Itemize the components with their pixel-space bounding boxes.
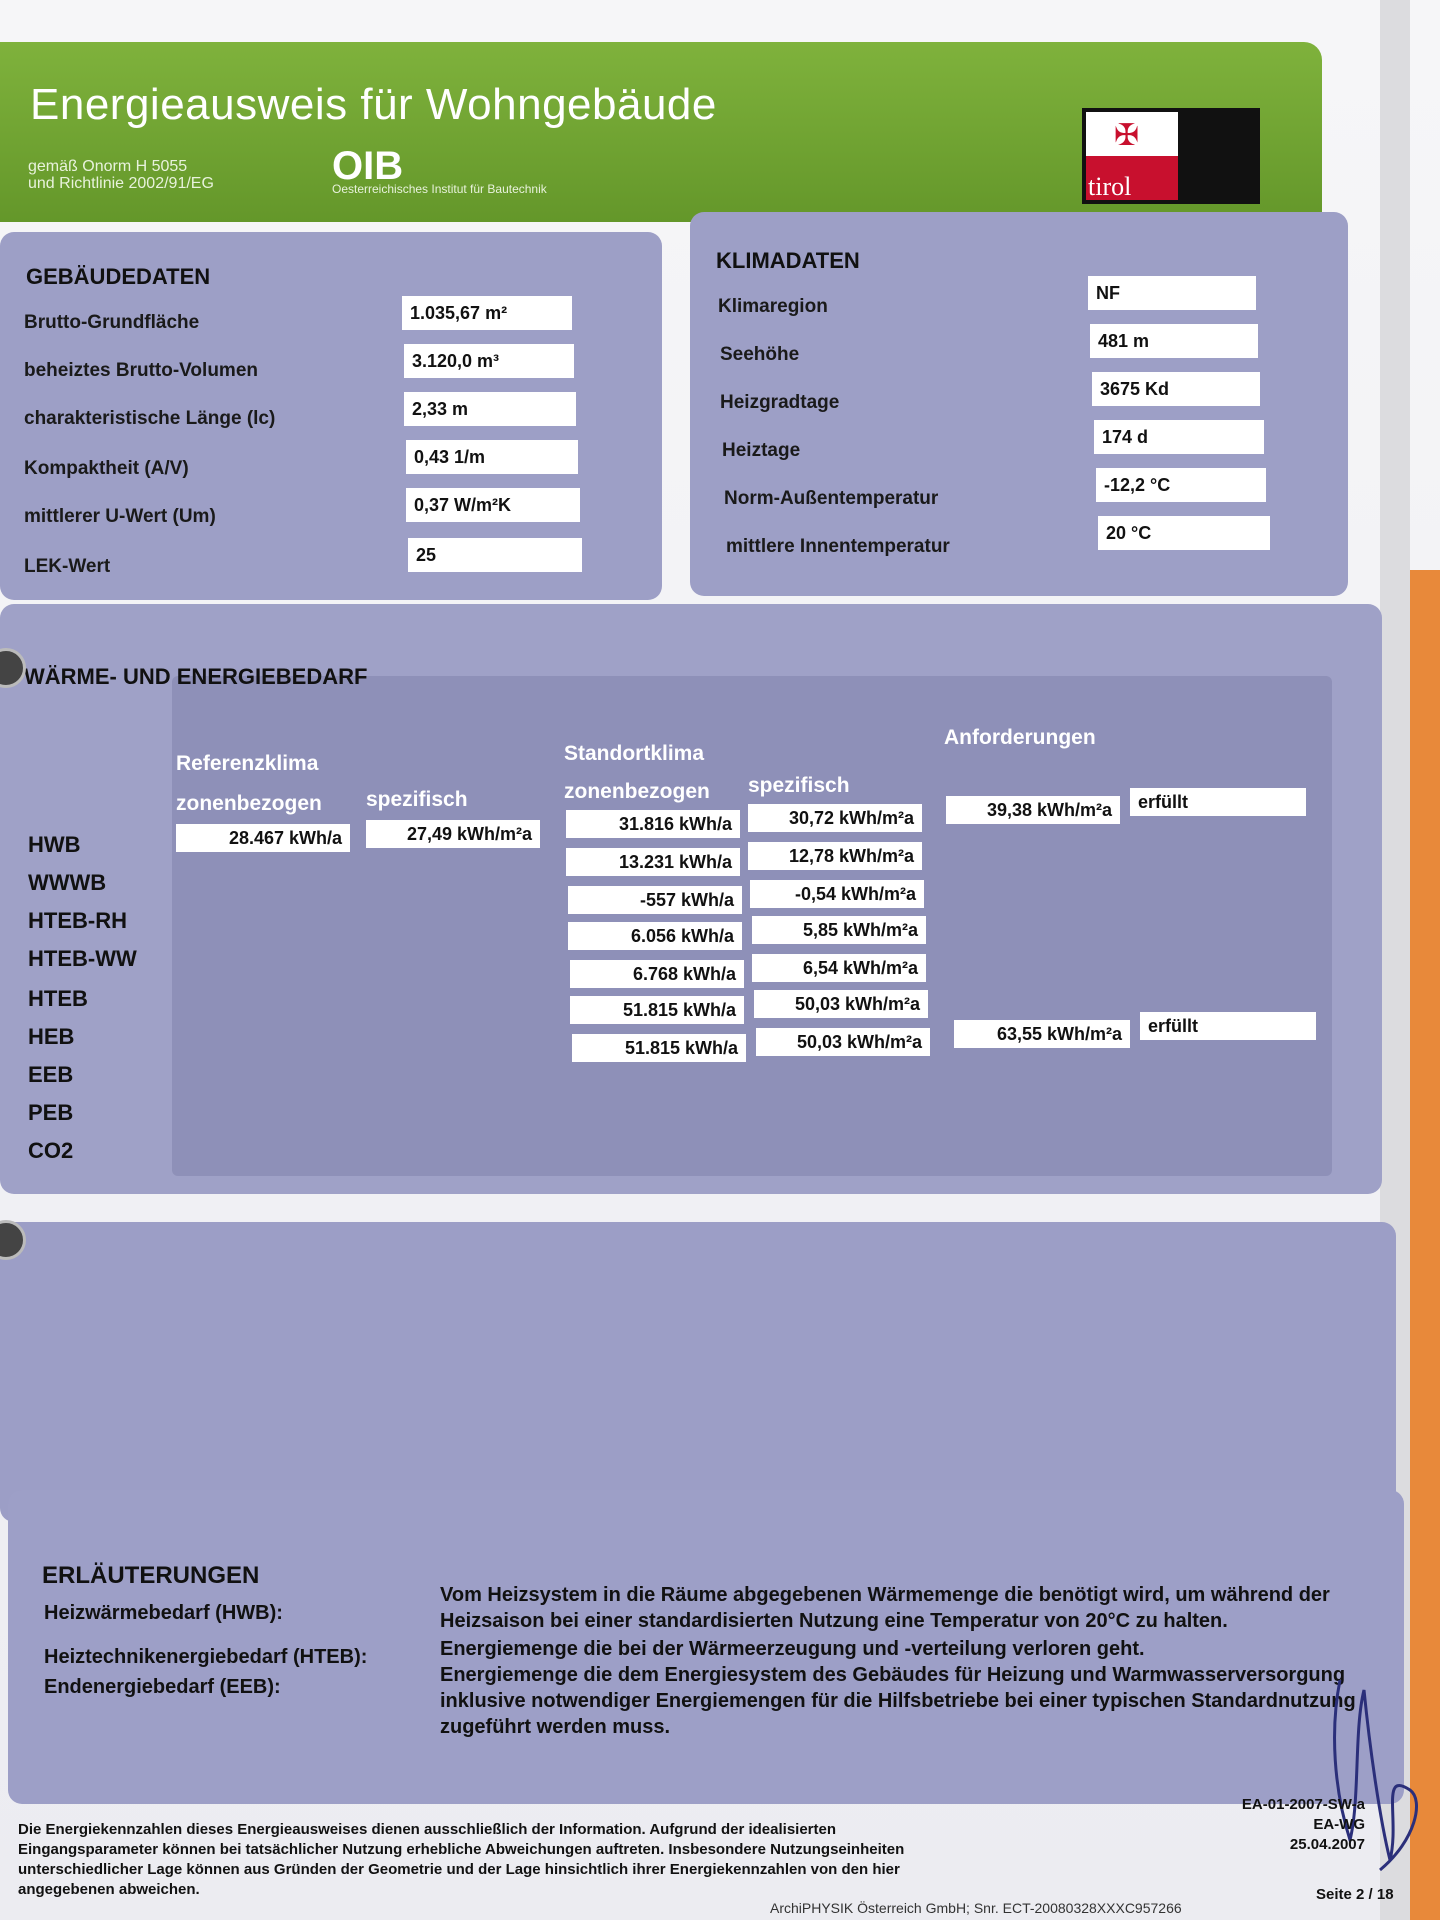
eagle-icon: ✠ [1114, 119, 1140, 152]
page-number: Seite 2 / 18 [1316, 1886, 1394, 1903]
std-spez-cell: 30,72 kWh/m²a [748, 804, 922, 832]
klimadaten-title: KLIMADATEN [716, 248, 860, 273]
std-zonen-cell: 6.768 kWh/a [570, 960, 744, 988]
row-label: HEB [28, 1024, 75, 1049]
klima-label: Heiztage [722, 440, 801, 461]
col-standortklima: Standortklima [564, 742, 705, 765]
std-zonen-cell: 51.815 kWh/a [570, 996, 744, 1024]
std-spez-cell: 50,03 kWh/m²a [756, 1028, 930, 1056]
gebaeudedaten-panel [0, 232, 662, 600]
gebaeudedaten-title: GEBÄUDEDATEN [26, 264, 211, 289]
row-label: CO2 [28, 1138, 74, 1163]
gebaeude-value: 1.035,67 m² [402, 296, 572, 330]
std-zonen-cell: 13.231 kWh/a [566, 848, 740, 876]
gebaeude-label: Kompaktheit (A/V) [24, 458, 189, 479]
std-zonen-cell: 6.056 kWh/a [568, 922, 742, 950]
empty-panel [0, 1222, 1396, 1522]
ref-date: 25.04.2007 [1289, 1836, 1365, 1853]
col-std-zonen: zonenbezogen [564, 780, 710, 803]
gebaeude-label: charakteristische Länge (lc) [24, 408, 276, 429]
anf-hwb-value: 39,38 kWh/m²a [946, 796, 1120, 824]
tirol-logo [1082, 108, 1260, 204]
software-line: ArchiPHYSIK Österreich GmbH; Snr. ECT-20080328XXXC957266 [770, 1900, 1182, 1916]
oib-subtitle: Oesterreichisches Institut für Bautechnik [332, 182, 547, 196]
std-zonen-cell: 51.815 kWh/a [572, 1034, 746, 1062]
hteb-label: Heiztechnikenergiebedarf (HTEB): [44, 1646, 368, 1668]
header-banner [0, 42, 1322, 222]
erlaeuterungen-title: ERLÄUTERUNGEN [42, 1562, 260, 1589]
ref-type: EA-WG [1313, 1816, 1365, 1833]
tirol-wordmark: tirol [1088, 172, 1132, 201]
hteb-text: Energiemenge die bei der Wärmeerzeugung und -verteilung verloren geht. [440, 1638, 1145, 1660]
ref-code: EA-01-2007-SW-a [1241, 1796, 1365, 1813]
row-label: PEB [28, 1100, 74, 1125]
klima-label: Klimaregion [718, 296, 828, 317]
row-label: HTEB [28, 986, 88, 1011]
klima-value: -12,2 °C [1096, 468, 1266, 502]
std-spez-cell: -0,54 kWh/m²a [750, 880, 924, 908]
std-zonen-cell: 31.816 kWh/a [566, 810, 740, 838]
col-std-spez: spezifisch [748, 774, 850, 797]
ref-spez-hwb: 27,49 kWh/m²a [366, 820, 540, 848]
gebaeude-value: 2,33 m [404, 392, 576, 426]
col-ref-zonen: zonenbezogen [176, 792, 322, 815]
klima-value: 481 m [1090, 324, 1258, 358]
row-label: HTEB-RH [28, 908, 127, 933]
klima-label: mittlere Innentemperatur [726, 536, 950, 557]
klima-value: NF [1088, 276, 1256, 310]
hwb-label: Heizwärmebedarf (HWB): [44, 1602, 283, 1624]
klima-value: 20 °C [1098, 516, 1270, 550]
document-reference [1205, 1795, 1365, 1855]
gebaeude-label: mittlerer U-Wert (Um) [24, 506, 216, 527]
gebaeude-value: 0,37 W/m²K [406, 488, 580, 522]
std-spez-cell: 12,78 kWh/m²a [748, 842, 922, 870]
col-ref-spez: spezifisch [366, 788, 468, 811]
anf-heb-value: 63,55 kWh/m²a [954, 1020, 1130, 1048]
klimadaten-panel [690, 212, 1348, 596]
row-label: WWWB [28, 870, 107, 895]
klima-value: 174 d [1094, 420, 1264, 454]
std-spez-cell: 50,03 kWh/m²a [754, 990, 928, 1018]
norm-reference: gemäß Onorm H 5055 und Richtlinie 2002/91/EG [28, 158, 214, 192]
klima-label: Seehöhe [720, 344, 800, 365]
klima-label: Norm-Außentemperatur [724, 488, 939, 509]
hwb-text: Vom Heizsystem in die Räume abgegebenen Wärmemenge die benötigt wird, um während der Heizsaison bei einer standardisierten Nutzung eine Temperatur von 20°C zu halten. [440, 1584, 1330, 1632]
row-label: EEB [28, 1062, 74, 1087]
anf-heb-status: erfüllt [1140, 1012, 1316, 1040]
oib-logo: OIB [332, 144, 404, 188]
row-label: HWB [28, 832, 81, 857]
page-title: Energieausweis für Wohngebäude [30, 80, 717, 129]
std-spez-cell: 6,54 kWh/m²a [752, 954, 926, 982]
eeb-label: Endenergiebedarf (EEB): [44, 1676, 281, 1698]
gebaeude-value: 3.120,0 m³ [404, 344, 574, 378]
gebaeude-value: 25 [408, 538, 582, 572]
ref-zonen-hwb: 28.467 kWh/a [176, 824, 350, 852]
klima-label: Heizgradtage [720, 392, 840, 413]
col-referenzklima: Referenzklima [176, 752, 319, 775]
std-spez-cell: 5,85 kWh/m²a [752, 916, 926, 944]
energiebedarf-title: WÄRME- UND ENERGIEBEDARF [24, 664, 368, 689]
std-zonen-cell: -557 kWh/a [568, 886, 742, 914]
anf-hwb-status: erfüllt [1130, 788, 1306, 816]
gebaeude-value: 0,43 1/m [406, 440, 578, 474]
gebaeude-label: LEK-Wert [24, 556, 111, 577]
gebaeude-label: Brutto-Grundfläche [24, 312, 200, 333]
eeb-text: Energiemenge die dem Energiesystem des Gebäudes für Heizung und Warmwasserversorgung inklusive notwendiger Energiemengen für die Hilfsbetriebe bei einer typischen Standardnutzung zugeführt werden muss. [440, 1664, 1356, 1738]
klima-value: 3675 Kd [1092, 372, 1260, 406]
col-anforderungen: Anforderungen [944, 726, 1096, 749]
gebaeude-label: beheiztes Brutto-Volumen [24, 360, 258, 381]
row-label: HTEB-WW [28, 946, 137, 971]
disclaimer-text: Die Energiekennzahlen dieses Energieausweises dienen ausschließlich der Information. Aufgrund der idealisierten Eingangsparameter können bei tatsächlicher Nutzung erhebliche Abweichungen auftreten. Insbesondere Nutzungseinheiten unterschiedlicher Lage können aus Gründen der Geometrie und der Lage hinsichtlich ihrer Energiekennzahlen von den hier angegebenen abweichen. [18, 1821, 905, 1898]
